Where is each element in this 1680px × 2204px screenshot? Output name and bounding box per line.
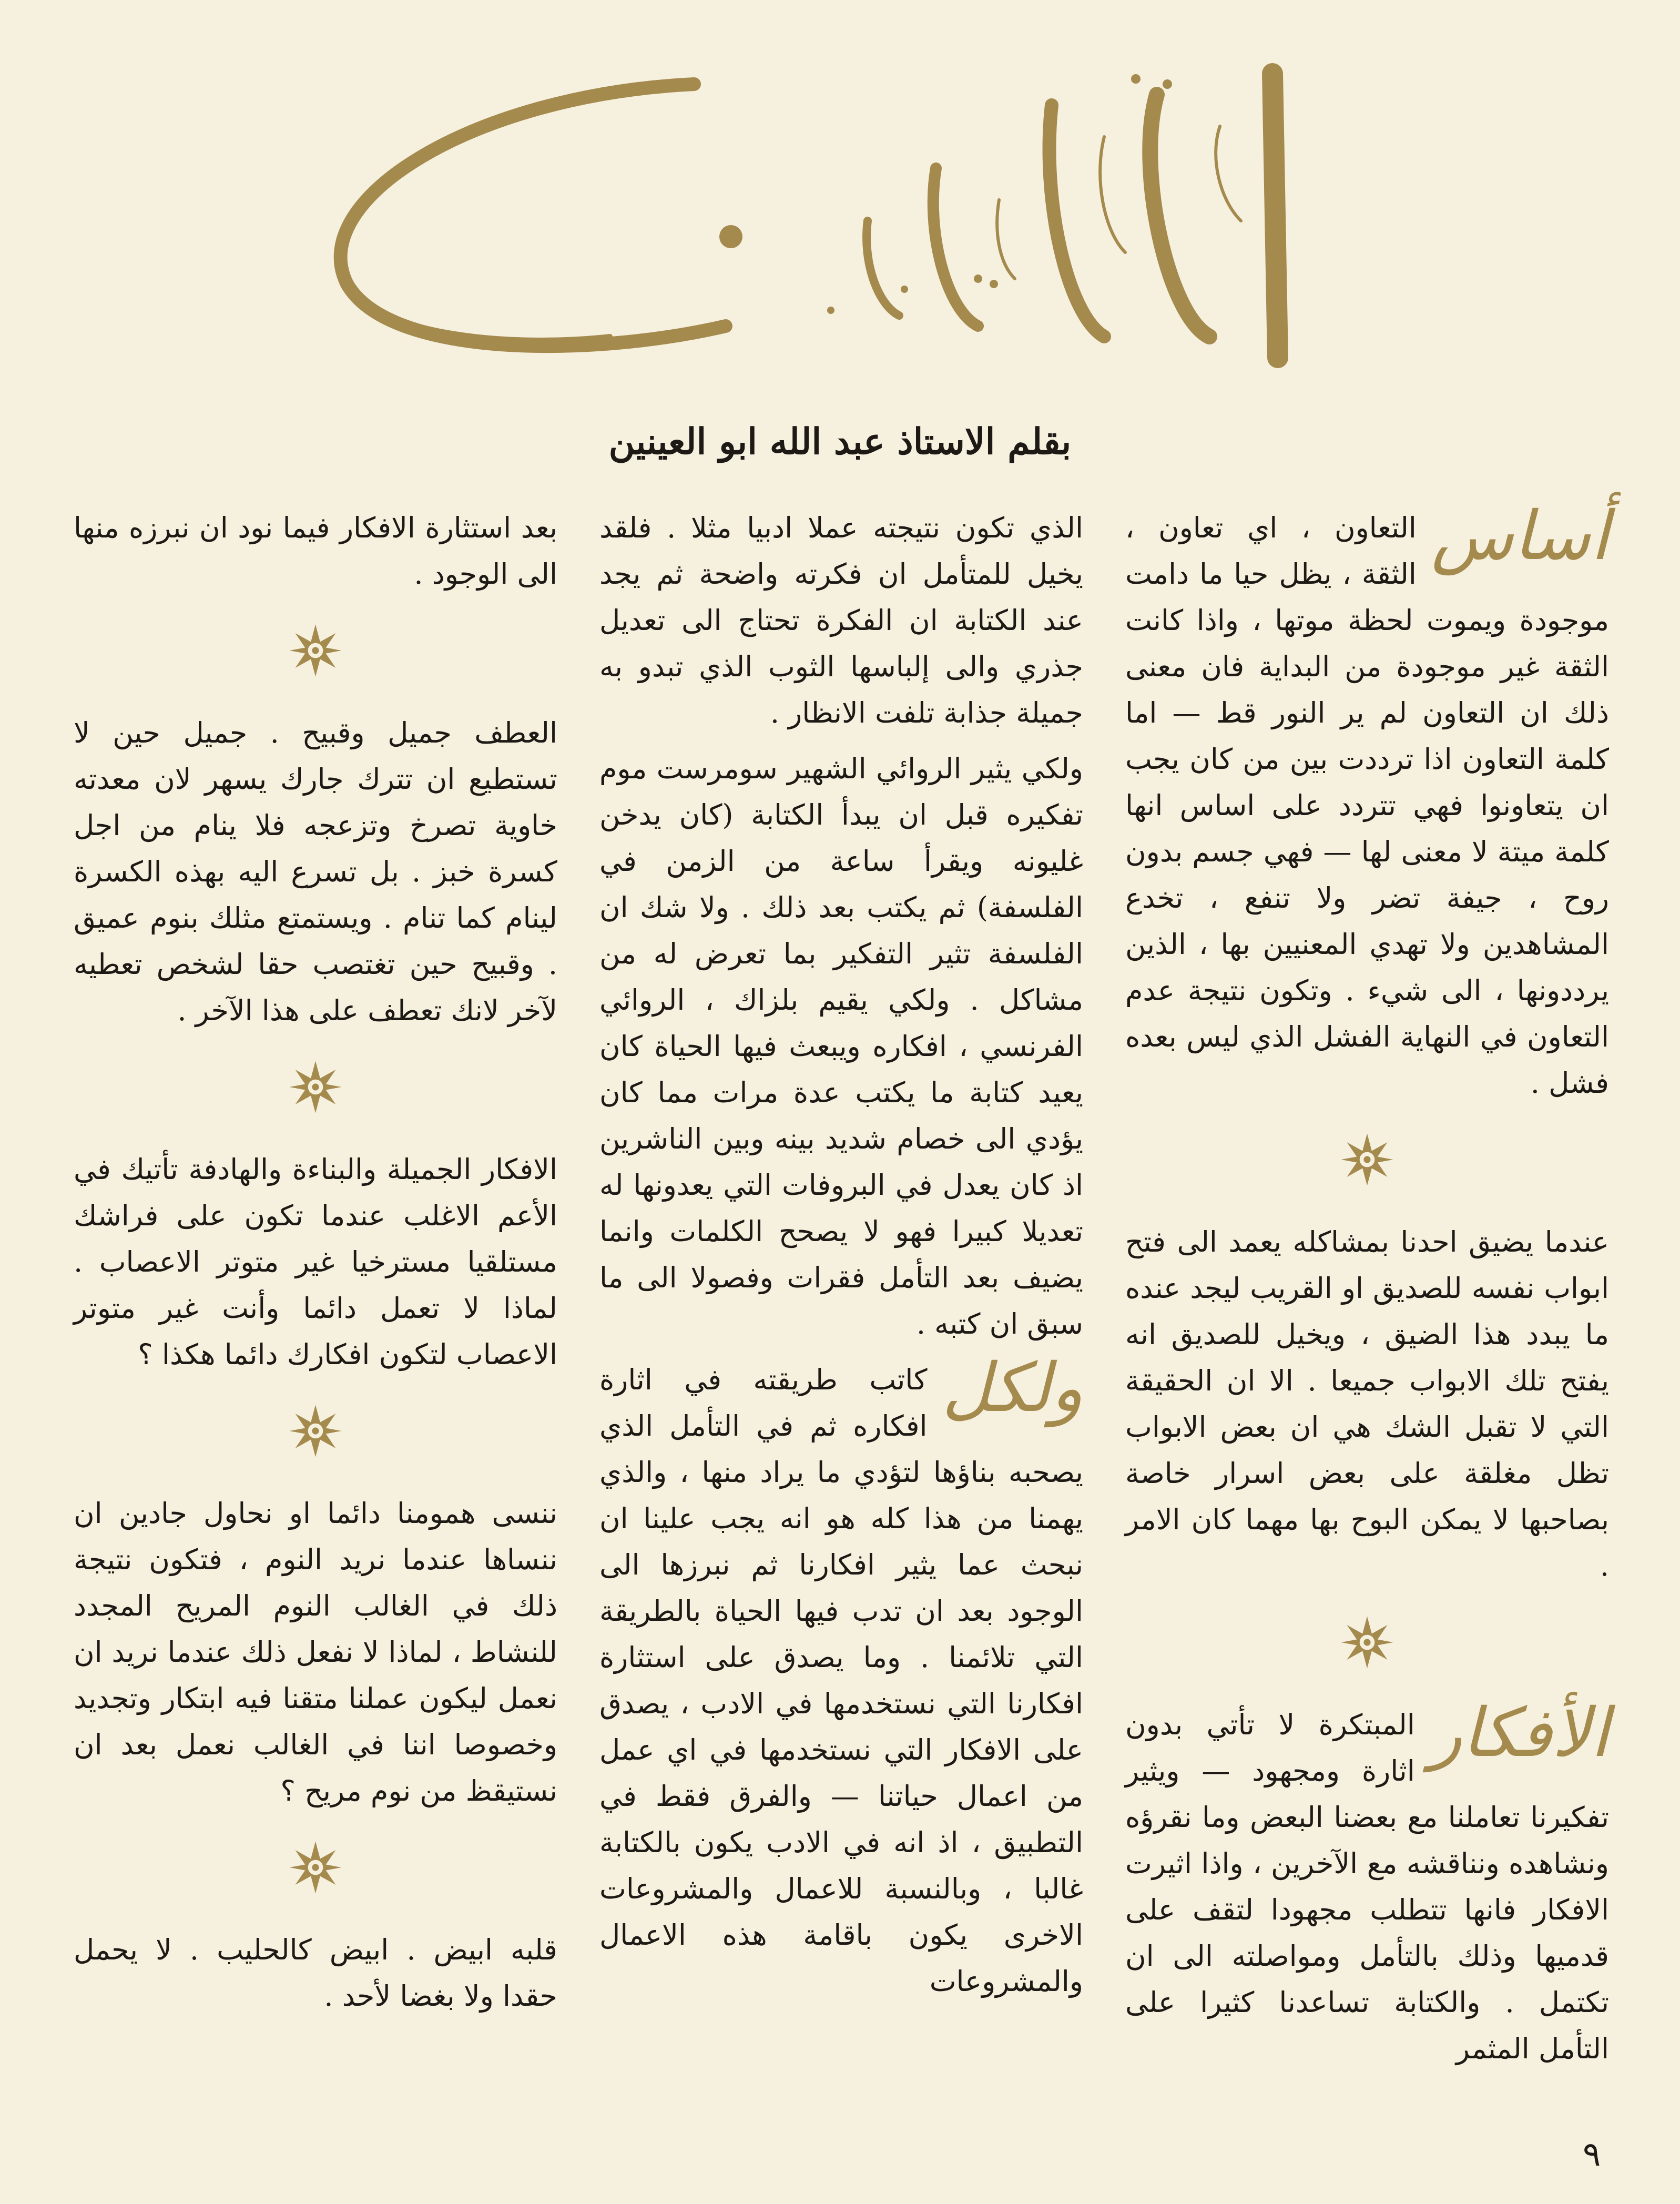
separator <box>74 1058 557 1116</box>
paragraph-block <box>74 710 557 1034</box>
paragraph: قلبه ابيض . ابيض كالحليب . لا يحمل حقدا ولا بغضا لأحد . <box>74 1933 557 2013</box>
section-heading: ولكل <box>942 1349 1083 1427</box>
paragraph: الذي تكون نتيجته عملا ادبيا مثلا . فلقد يخيل للمتأمل ان فكرته واضحة ثم يجد عند الكتابة ان الفكرة تحتاج الى تعديل جذري والى إلباسها الثوب الذي تبدو به جميلة جذابة تلفت الانظار . <box>599 511 1083 729</box>
section-asas <box>1125 497 1609 1106</box>
paragraph-block <box>74 505 557 597</box>
paragraph: كاتب طريقته في اثارة افكاره ثم في التأمل الذي يصحبه بناؤها لتؤدي ما يراد منها ، والذي يهمنا من هذا كله هو انه يجب علينا ان نبحث عما يثير افكارنا ثم نبرزها الى الوجود بعد ان تدب فيها الحياة بالطريقة التي تلائمنا . وما يصدق على استثارة افكارنا التي نستخدمها في الادب ، يصدق على الافكار التي نستخدمها في اي عمل من اعمال حياتنا — والفرق فقط في التطبيق ، اذ انه في الادب يكون بالكتابة غالبا ، وبالنسبة للاعمال والمشروعات الاخرى يكون باقامة هذه الاعمال والمشروعات <box>599 1363 1083 1998</box>
column-right <box>1125 497 1609 2135</box>
paragraph: المبتكرة لا تأتي بدون اثارة ومجهود — ويثير تفكيرنا تعاملنا مع بعضنا البعض وما نقرؤه ونشاهده ونناقشه مع الآخرين ، واذا اثيرت الافكار فانها تتطلب مجهودا لتقف على قدميها وذلك بالتأمل ومواصلته الى ان تكتمل . والكتابة تساعدنا كثيرا على التأمل المثمر <box>1125 1708 1609 2065</box>
paragraph-block <box>74 1146 557 1378</box>
paragraph: الافكار الجميلة والبناءة والهادفة تأتيك في الأعم الاغلب عندما تكون على فراشك مستلقيا مسترخيا غير متوتر الاعصاب . لماذا لا تعمل دائما وأنت غير متوتر الاعصاب لتكون افكارك دائما هكذا ؟ <box>74 1153 557 1371</box>
star-ornament-icon <box>287 622 344 679</box>
section-doors <box>1125 1219 1609 1589</box>
star-ornament-icon <box>287 1058 344 1116</box>
page-number: ٩ <box>1583 2135 1601 2174</box>
masthead <box>315 63 1315 389</box>
paragraph: ننسى همومنا دائما او نحاول جادين ان ننساها عندما نريد النوم ، فتكون نتيجة ذلك في الغالب النوم المريح المجدد للنشاط ، لماذا لا نفعل ذلك عندما نريد ان نعمل ليكون عملنا متقنا فيه ابتكار وتجديد وخصوصا اننا في الغالب نعمل بعد ان نستيقظ من نوم مريح ؟ <box>74 1497 557 1807</box>
column-left <box>74 505 557 2135</box>
separator <box>1125 1131 1609 1189</box>
separator <box>74 1839 557 1896</box>
paragraph-block <box>599 505 1083 736</box>
paragraph: عندما يضيق احدنا بمشاكله يعمد الى فتح ابواب نفسه للصديق او القريب ليجد عنده ما يبدد هذا الضيق ، ويخيل للصديق انه يفتح تلك الابواب جميعا . الا ان الحقيقة التي لا تقبل الشك هي ان بعض الابواب تظل مغلقة على بعض اسرار خاصة بصاحبها لا يمكن البوح بها مهما كان الامر . <box>1125 1225 1609 1582</box>
paragraph: العطف جميل وقبيح . جميل حين لا تستطيع ان تترك جارك يسهر لان معدته خاوية تصرخ وتزعجه فلا ينام من اجل كسرة خبز . بل تسرع اليه بهذه الكسرة لينام كما تنام . ويستمتع مثلك بنوم عميق . وقبيح حين تغتصب حقا لشخص تعطيه لآخر لانك تعطف على هذا الآخر . <box>74 716 557 1027</box>
article-columns <box>74 497 1609 2135</box>
star-ornament-icon <box>287 1839 344 1896</box>
section-afkar <box>1125 1694 1609 2072</box>
section-walikul <box>599 1349 1083 2005</box>
paragraph: ولكي يثير الروائي الشهير سومرست موم تفكيره قبل ان يبدأ الكتابة (كان يدخن غليونه ويقرأ ساعة من الزمن في الفلسفة) ثم يكتب بعد ذلك . ولا شك ان الفلسفة تثير التفكير بما تعرض له من مشاكل . ولكي يقيم بلزاك ، الروائي الفرنسي ، افكاره ويبعث فيها الحياة كان يعيد كتابة ما يكتب عدة مرات مما كان يؤدي الى خصام شديد بينه وبين الناشرين اذ كان يعدل في البروفات التي يعدونها له تعديلا كبيرا فهو لا يصحح الكلمات وانما يضيف بعد التأمل فقرات وفصولا الى ما سبق ان كتبه . <box>599 752 1083 1340</box>
separator <box>74 622 557 679</box>
star-ornament-icon <box>287 1402 344 1460</box>
star-ornament-icon <box>1338 1131 1396 1189</box>
section-heading: أساس <box>1431 497 1609 575</box>
separator <box>74 1402 557 1460</box>
paragraph: التعاون ، اي تعاون ، الثقة ، يظل حيا ما دامت موجودة ويموت لحظة موتها ، واذا كانت الثقة غير موجودة من البداية فان معنى ذلك ان التعاون لم ير النور قط — اما كلمة التعاون اذا ترددت بين من كان يجب ان يتعاونوا فهي تتردد على اساس انها كلمة ميتة لا معنى لها — فهي جسم بدون روح ، جيفة تضر ولا تنفع ، تخدع المشاهدين ولا تهدي المعنيين بها ، الذين يرددونها ، الى شيء . وتكون نتيجة عدم التعاون في النهاية الفشل الذي ليس بعده فشل . <box>1125 511 1609 1100</box>
separator <box>1125 1613 1609 1671</box>
star-ornament-icon <box>1338 1613 1396 1671</box>
paragraph-block <box>74 1490 557 1814</box>
byline: بقلم الاستاذ عبد الله ابو العينين <box>608 421 1072 463</box>
paragraph-block <box>74 1927 557 2019</box>
section-heading: الأفكار <box>1429 1694 1609 1772</box>
paragraph: بعد استثارة الافكار فيما نود ان نبرزه منها الى الوجود . <box>74 511 557 591</box>
paragraph-block <box>599 746 1083 1347</box>
column-middle <box>599 505 1083 2135</box>
